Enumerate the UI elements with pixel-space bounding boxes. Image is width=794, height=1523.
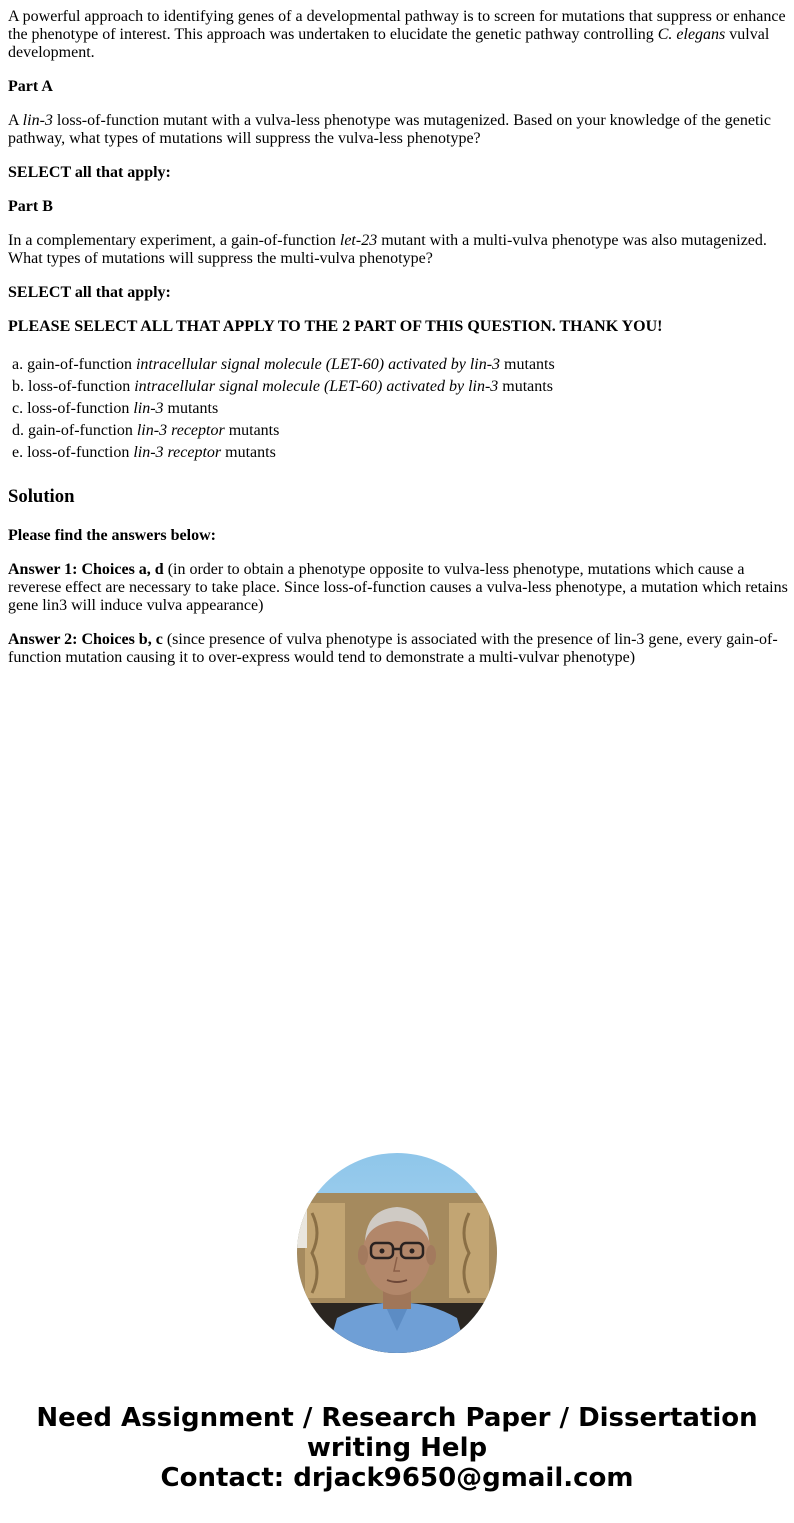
part-b-select-instruction: SELECT all that apply:	[8, 284, 171, 301]
part-b-question: In a complementary experiment, a gain-of-function let-23 mutant with a multi-vulva phenotype was also mutagenized. What types of mutations will suppress the multi-vulva phenotype?	[8, 232, 767, 267]
option-d: d. gain-of-function lin-3 receptor mutants	[12, 422, 280, 439]
answer-1: Answer 1: Choices a, d (in order to obtain a phenotype opposite to vulva-less phenotype, mutations which cause a reverese effect are necessary to take place. Since loss-of-function causes a vulva-less phenotype, a mutation which retains gene lin3 will induce vulva appearance)	[8, 561, 788, 614]
tutor-photo	[297, 1153, 497, 1353]
promo-line-1: Need Assignment / Research Paper / Dissertation	[36, 1403, 758, 1433]
tutor-portrait-image	[297, 1153, 497, 1353]
promo-footer	[0, 1403, 794, 1493]
answer-2: Answer 2: Choices b, c (since presence of vulva phenotype is associated with the presence of lin-3 gene, every gain-of-function mutation causing it to over-express would tend to demonstrate a multi-vulvar phenotype)	[8, 631, 778, 666]
please-note: PLEASE SELECT ALL THAT APPLY TO THE 2 PART OF THIS QUESTION. THANK YOU!	[8, 318, 663, 335]
part-a-select-instruction: SELECT all that apply:	[8, 164, 171, 181]
options-list	[12, 356, 788, 466]
intro-paragraph: A powerful approach to identifying genes of a developmental pathway is to screen for mutations that suppress or enhance the phenotype of interest. This approach was undertaken to elucidate the genetic pathway controlling C. elegans vulval development.	[8, 8, 786, 61]
part-b-heading: Part B	[8, 198, 53, 215]
solution-heading: Solution	[8, 486, 75, 507]
option-e: e. loss-of-function lin-3 receptor mutants	[12, 444, 276, 461]
option-c: c. loss-of-function lin-3 mutants	[12, 400, 219, 417]
promo-contact: Contact: drjack9650@gmail.com	[160, 1463, 634, 1493]
option-b: b. loss-of-function intracellular signal molecule (LET-60) activated by lin-3 mutants	[12, 378, 553, 395]
option-a: a. gain-of-function intracellular signal molecule (LET-60) activated by lin-3 mutants	[12, 356, 555, 373]
part-a-heading: Part A	[8, 78, 53, 95]
solution-intro: Please find the answers below:	[8, 527, 216, 544]
part-a-question: A lin-3 loss-of-function mutant with a vulva-less phenotype was mutagenized. Based on your knowledge of the genetic pathway, what types of mutations will suppress the vulva-less phenotype?	[8, 112, 771, 147]
promo-line-2: writing Help	[306, 1433, 488, 1463]
question-content	[8, 8, 788, 683]
